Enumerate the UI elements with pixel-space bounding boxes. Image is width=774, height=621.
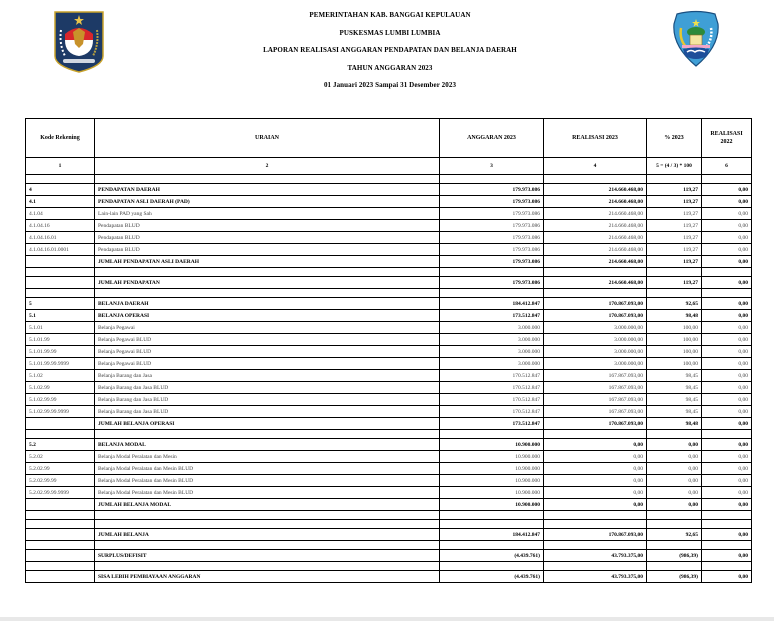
budget-cell: 179.973.086: [440, 208, 544, 220]
description-cell: JUMLAH PENDAPATAN ASLI DAERAH: [95, 256, 440, 268]
description-cell: [95, 175, 440, 184]
kemendagri-emblem-icon: [53, 10, 105, 74]
percentage-cell: [647, 289, 702, 298]
table-row: [26, 571, 752, 583]
table-row: [26, 244, 752, 256]
table-body: [26, 175, 752, 583]
prev-realization-cell: 0,00: [702, 220, 752, 232]
percentage-cell: 100,00: [647, 334, 702, 346]
account-code-cell: 4: [26, 184, 95, 196]
percentage-cell: 98,45: [647, 370, 702, 382]
budget-cell: (4.439.761): [440, 550, 544, 562]
table-row: [26, 334, 752, 346]
blank-row: [26, 541, 752, 550]
puskesmas-name: PUSKESMAS LUMBI LUMBIA: [339, 28, 441, 37]
report-header: [200, 10, 580, 98]
description-cell: JUMLAH BELANJA OPERASI: [95, 418, 440, 430]
realization-cell: [544, 562, 647, 571]
budget-cell: 179.973.086: [440, 256, 544, 268]
budget-cell: [440, 541, 544, 550]
account-code-cell: 5.1.01.99: [26, 334, 95, 346]
table-row: [26, 196, 752, 208]
percentage-cell: 0,00: [647, 487, 702, 499]
account-code-cell: 5.2.02: [26, 451, 95, 463]
description-cell: PENDAPATAN ASLI DAERAH (PAD): [95, 196, 440, 208]
budget-cell: 3.000.000: [440, 358, 544, 370]
budget-cell: 170.512.847: [440, 370, 544, 382]
account-code-cell: [26, 499, 95, 511]
description-cell: Belanja Barang dan Jasa BLUD: [95, 382, 440, 394]
realization-cell: 214.660.468,00: [544, 184, 647, 196]
account-code-cell: 5.1.02: [26, 370, 95, 382]
account-code-cell: 5: [26, 298, 95, 310]
realization-cell: 167.867.093,00: [544, 406, 647, 418]
budget-cell: 3.000.000: [440, 334, 544, 346]
percentage-cell: 0,00: [647, 475, 702, 487]
column-number: 1: [26, 158, 95, 175]
budget-cell: [440, 430, 544, 439]
description-cell: Pendapatan BLUD: [95, 232, 440, 244]
account-code-cell: 5.2.02.99.99.9999: [26, 487, 95, 499]
table-row: [26, 382, 752, 394]
column-number-row: [26, 158, 752, 175]
blank-row: [26, 511, 752, 520]
description-cell: Belanja Pegawai BLUD: [95, 346, 440, 358]
account-code-cell: 5.1.01.99.99.9999: [26, 358, 95, 370]
realization-cell: 3.000.000,00: [544, 322, 647, 334]
table-header-row: [26, 119, 752, 158]
report-title: LAPORAN REALISASI ANGGARAN PENDAPATAN DAN BELANJA DAERAH: [263, 46, 517, 54]
budget-cell: 184.412.847: [440, 298, 544, 310]
column-number: 5 = (4 / 3) * 100: [647, 158, 702, 175]
budget-cell: 10.900.000: [440, 463, 544, 475]
realization-cell: 214.660.468,00: [544, 256, 647, 268]
budget-cell: 173.512.847: [440, 418, 544, 430]
percentage-cell: [647, 175, 702, 184]
account-code-cell: 5.2.02.99.99: [26, 475, 95, 487]
realization-cell: 3.000.000,00: [544, 334, 647, 346]
budget-cell: 10.900.000: [440, 451, 544, 463]
percentage-cell: 119,27: [647, 277, 702, 289]
budget-cell: 170.512.847: [440, 394, 544, 406]
budget-cell: [440, 511, 544, 520]
prev-realization-cell: 0,00: [702, 184, 752, 196]
column-header-uraian: URAIAN: [95, 119, 440, 158]
prev-realization-cell: 0,00: [702, 310, 752, 322]
percentage-cell: 119,27: [647, 184, 702, 196]
realization-cell: 0,00: [544, 451, 647, 463]
percentage-cell: 119,27: [647, 256, 702, 268]
realization-cell: 0,00: [544, 463, 647, 475]
realization-cell: 0,00: [544, 475, 647, 487]
table-row: [26, 475, 752, 487]
description-cell: SURPLUS/DEFISIT: [95, 550, 440, 562]
realization-cell: 3.000.000,00: [544, 358, 647, 370]
prev-realization-cell: 0,00: [702, 244, 752, 256]
realization-cell: 167.867.093,00: [544, 382, 647, 394]
description-cell: SISA LEBIH PEMBIAYAAN ANGGARAN: [95, 571, 440, 583]
prev-realization-cell: 0,00: [702, 451, 752, 463]
account-code-cell: 5.1.01: [26, 322, 95, 334]
percentage-cell: 98,48: [647, 310, 702, 322]
budget-cell: [440, 289, 544, 298]
percentage-cell: 0,00: [647, 499, 702, 511]
description-cell: Belanja Barang dan Jasa BLUD: [95, 406, 440, 418]
account-code-cell: [26, 562, 95, 571]
percentage-cell: 92,65: [647, 529, 702, 541]
table-row: [26, 277, 752, 289]
account-code-cell: [26, 550, 95, 562]
budget-cell: [440, 520, 544, 529]
budget-cell: 179.973.086: [440, 220, 544, 232]
realization-cell: 214.660.468,00: [544, 244, 647, 256]
percentage-cell: (986,39): [647, 550, 702, 562]
table-row: [26, 310, 752, 322]
budget-cell: 179.973.086: [440, 184, 544, 196]
table-row: [26, 463, 752, 475]
prev-realization-cell: 0,00: [702, 346, 752, 358]
column-number: 2: [95, 158, 440, 175]
description-cell: Belanja Pegawai: [95, 322, 440, 334]
blank-row: [26, 289, 752, 298]
prev-realization-cell: 0,00: [702, 418, 752, 430]
realization-cell: 0,00: [544, 487, 647, 499]
prev-realization-cell: 0,00: [702, 463, 752, 475]
budget-cell: 179.973.086: [440, 277, 544, 289]
banggai-kepulauan-emblem-icon: [671, 10, 721, 68]
budget-cell: 3.000.000: [440, 346, 544, 358]
table-row: [26, 451, 752, 463]
prev-realization-cell: 0,00: [702, 499, 752, 511]
description-cell: Belanja Pegawai BLUD: [95, 334, 440, 346]
column-number: 3: [440, 158, 544, 175]
column-number: 6: [702, 158, 752, 175]
percentage-cell: 98,45: [647, 382, 702, 394]
percentage-cell: 100,00: [647, 322, 702, 334]
table-row: [26, 322, 752, 334]
budget-cell: [440, 175, 544, 184]
percentage-cell: [647, 520, 702, 529]
description-cell: Belanja Pegawai BLUD: [95, 358, 440, 370]
prev-realization-cell: 0,00: [702, 529, 752, 541]
account-code-cell: 4.1: [26, 196, 95, 208]
realization-cell: [544, 520, 647, 529]
realization-cell: 43.793.375,00: [544, 571, 647, 583]
prev-realization-cell: 0,00: [702, 208, 752, 220]
column-header-anggaran: ANGGARAN 2023: [440, 119, 544, 158]
viewer-bottom-edge: [0, 617, 774, 621]
account-code-cell: [26, 175, 95, 184]
description-cell: [95, 520, 440, 529]
prev-realization-cell: 0,00: [702, 232, 752, 244]
prev-realization-cell: 0,00: [702, 334, 752, 346]
description-cell: PENDAPATAN DAERAH: [95, 184, 440, 196]
report-period: 01 Januari 2023 Sampai 31 Desember 2023: [323, 81, 457, 89]
percentage-cell: 0,00: [647, 439, 702, 451]
realization-cell: 0,00: [544, 499, 647, 511]
percentage-cell: 98,45: [647, 406, 702, 418]
prev-realization-cell: 0,00: [702, 370, 752, 382]
prev-realization-cell: 0,00: [702, 382, 752, 394]
realization-cell: 214.660.468,00: [544, 208, 647, 220]
description-cell: Belanja Modal Peralatan dan Mesin: [95, 451, 440, 463]
description-cell: Belanja Barang dan Jasa BLUD: [95, 394, 440, 406]
percentage-cell: 119,27: [647, 232, 702, 244]
description-cell: Pendapatan BLUD: [95, 220, 440, 232]
description-cell: [95, 511, 440, 520]
account-code-cell: [26, 277, 95, 289]
prev-realization-cell: [702, 520, 752, 529]
prev-realization-cell: 0,00: [702, 550, 752, 562]
account-code-cell: 4.1.04: [26, 208, 95, 220]
percentage-cell: 100,00: [647, 358, 702, 370]
realization-cell: 170.867.093,00: [544, 418, 647, 430]
description-cell: JUMLAH BELANJA: [95, 529, 440, 541]
prev-realization-cell: 0,00: [702, 487, 752, 499]
account-code-cell: [26, 289, 95, 298]
percentage-cell: 92,65: [647, 298, 702, 310]
description-cell: [95, 562, 440, 571]
percentage-cell: 98,45: [647, 394, 702, 406]
budget-cell: 10.900.000: [440, 499, 544, 511]
table-row: [26, 529, 752, 541]
budget-cell: 170.512.847: [440, 406, 544, 418]
prev-realization-cell: [702, 430, 752, 439]
description-cell: [95, 268, 440, 277]
table-row: [26, 499, 752, 511]
table-row: [26, 394, 752, 406]
prev-realization-cell: 0,00: [702, 322, 752, 334]
budget-cell: 170.512.847: [440, 382, 544, 394]
account-code-cell: 4.1.04.16: [26, 220, 95, 232]
prev-realization-cell: 0,00: [702, 358, 752, 370]
percentage-cell: [647, 430, 702, 439]
account-code-cell: [26, 571, 95, 583]
percentage-cell: (986,39): [647, 571, 702, 583]
description-cell: JUMLAH PENDAPATAN: [95, 277, 440, 289]
budget-cell: [440, 268, 544, 277]
realization-cell: [544, 268, 647, 277]
realization-cell: 170.867.093,00: [544, 529, 647, 541]
account-code-cell: 5.2: [26, 439, 95, 451]
column-number: 4: [544, 158, 647, 175]
column-header-persen: % 2023: [647, 119, 702, 158]
blank-row: [26, 175, 752, 184]
realization-cell: 167.867.093,00: [544, 370, 647, 382]
percentage-cell: 100,00: [647, 346, 702, 358]
description-cell: BELANJA OPERASI: [95, 310, 440, 322]
prev-realization-cell: 0,00: [702, 196, 752, 208]
account-code-cell: 5.2.02.99: [26, 463, 95, 475]
blank-row: [26, 268, 752, 277]
realization-cell: 170.867.093,00: [544, 310, 647, 322]
blank-row: [26, 520, 752, 529]
budget-realization-table: [25, 118, 752, 583]
account-code-cell: 5.1.02.99.99: [26, 394, 95, 406]
realization-cell: [544, 541, 647, 550]
description-cell: JUMLAH BELANJA MODAL: [95, 499, 440, 511]
prev-realization-cell: 0,00: [702, 475, 752, 487]
description-cell: [95, 289, 440, 298]
prev-realization-cell: 0,00: [702, 406, 752, 418]
table-row: [26, 487, 752, 499]
table-row: [26, 298, 752, 310]
prev-realization-cell: 0,00: [702, 439, 752, 451]
realization-cell: 214.660.468,00: [544, 277, 647, 289]
description-cell: BELANJA DAERAH: [95, 298, 440, 310]
budget-cell: 184.412.847: [440, 529, 544, 541]
account-code-cell: [26, 268, 95, 277]
budget-cell: (4.439.761): [440, 571, 544, 583]
percentage-cell: [647, 511, 702, 520]
prev-realization-cell: [702, 541, 752, 550]
account-code-cell: 4.1.04.16.01.0001: [26, 244, 95, 256]
prev-realization-cell: [702, 268, 752, 277]
column-header-kode: Kode Rekening: [26, 119, 95, 158]
percentage-cell: 0,00: [647, 463, 702, 475]
column-header-realisasi: REALISASI 2023: [544, 119, 647, 158]
description-cell: Lain-lain PAD yang Sah: [95, 208, 440, 220]
realization-cell: 214.660.468,00: [544, 232, 647, 244]
prev-realization-cell: 0,00: [702, 298, 752, 310]
description-cell: [95, 541, 440, 550]
budget-cell: 10.900.000: [440, 439, 544, 451]
description-cell: Belanja Modal Peralatan dan Mesin BLUD: [95, 487, 440, 499]
table-row: [26, 346, 752, 358]
blank-row: [26, 430, 752, 439]
percentage-cell: 119,27: [647, 208, 702, 220]
table-row: [26, 418, 752, 430]
prev-realization-cell: [702, 289, 752, 298]
prev-realization-cell: 0,00: [702, 256, 752, 268]
percentage-cell: [647, 541, 702, 550]
description-cell: Belanja Modal Peralatan dan Mesin BLUD: [95, 463, 440, 475]
table-row: [26, 208, 752, 220]
description-cell: Belanja Barang dan Jasa: [95, 370, 440, 382]
description-cell: Pendapatan BLUD: [95, 244, 440, 256]
realization-cell: 43.793.375,00: [544, 550, 647, 562]
table-row: [26, 358, 752, 370]
realization-cell: 3.000.000,00: [544, 346, 647, 358]
prev-realization-cell: 0,00: [702, 394, 752, 406]
realization-cell: 167.867.093,00: [544, 394, 647, 406]
account-code-cell: [26, 511, 95, 520]
realization-cell: [544, 511, 647, 520]
percentage-cell: 119,27: [647, 244, 702, 256]
column-header-realisasi-prev: REALISASI 2022: [702, 119, 752, 158]
percentage-cell: [647, 268, 702, 277]
table-row: [26, 184, 752, 196]
budget-cell: 10.900.000: [440, 475, 544, 487]
account-code-cell: [26, 529, 95, 541]
account-code-cell: [26, 541, 95, 550]
budget-cell: 179.973.086: [440, 196, 544, 208]
description-cell: [95, 430, 440, 439]
realization-cell: 214.660.468,00: [544, 220, 647, 232]
account-code-cell: 5.1.02.99.99.9999: [26, 406, 95, 418]
realization-cell: [544, 175, 647, 184]
description-cell: BELANJA MODAL: [95, 439, 440, 451]
table-row: [26, 232, 752, 244]
budget-cell: 173.512.847: [440, 310, 544, 322]
budget-cell: [440, 562, 544, 571]
table-row: [26, 256, 752, 268]
prev-realization-cell: [702, 175, 752, 184]
table-row: [26, 406, 752, 418]
budget-cell: 179.973.086: [440, 232, 544, 244]
account-code-cell: 4.1.04.16.01: [26, 232, 95, 244]
realization-cell: 0,00: [544, 439, 647, 451]
account-code-cell: [26, 256, 95, 268]
table-row: [26, 439, 752, 451]
table-row: [26, 370, 752, 382]
realization-cell: [544, 430, 647, 439]
prev-realization-cell: [702, 511, 752, 520]
fiscal-year: TAHUN ANGGARAN 2023: [347, 63, 433, 72]
budget-cell: 3.000.000: [440, 322, 544, 334]
description-cell: Belanja Modal Peralatan dan Mesin BLUD: [95, 475, 440, 487]
percentage-cell: 98,48: [647, 418, 702, 430]
percentage-cell: 0,00: [647, 451, 702, 463]
account-code-cell: 5.1.01.99.99: [26, 346, 95, 358]
prev-realization-cell: 0,00: [702, 277, 752, 289]
account-code-cell: [26, 520, 95, 529]
prev-realization-cell: 0,00: [702, 571, 752, 583]
blank-row: [26, 562, 752, 571]
account-code-cell: 5.1: [26, 310, 95, 322]
percentage-cell: 119,27: [647, 220, 702, 232]
account-code-cell: [26, 430, 95, 439]
budget-cell: 179.973.086: [440, 244, 544, 256]
prev-realization-cell: [702, 562, 752, 571]
percentage-cell: 119,27: [647, 196, 702, 208]
account-code-cell: [26, 418, 95, 430]
budget-cell: 10.900.000: [440, 487, 544, 499]
percentage-cell: [647, 562, 702, 571]
table-row: [26, 550, 752, 562]
account-code-cell: 5.1.02.99: [26, 382, 95, 394]
realization-cell: 214.660.468,00: [544, 196, 647, 208]
realization-cell: [544, 289, 647, 298]
realization-cell: 170.867.093,00: [544, 298, 647, 310]
government-name: PEMERINTAHAN KAB. BANGGAI KEPULAUAN: [309, 11, 471, 19]
table-row: [26, 220, 752, 232]
